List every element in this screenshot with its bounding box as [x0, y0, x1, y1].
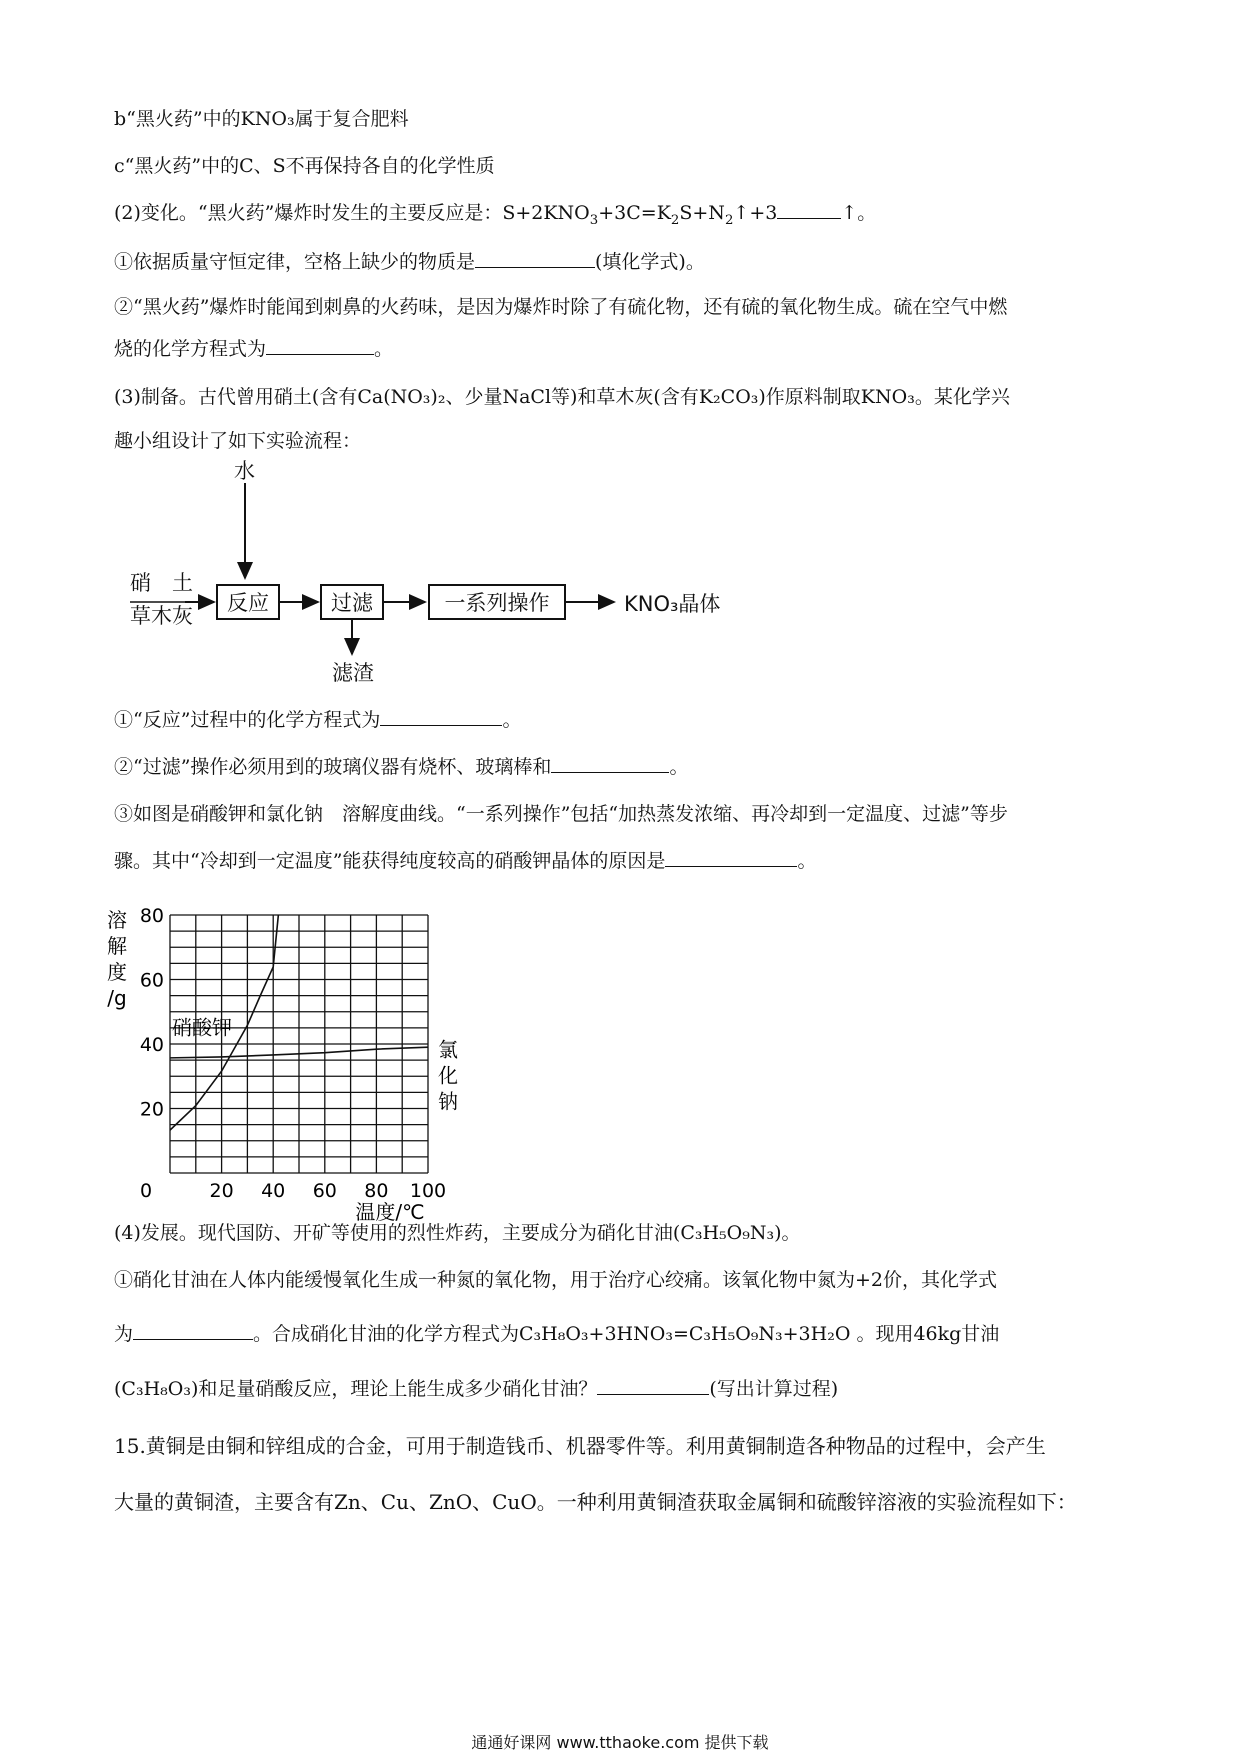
q3-1-text: ①“反应”过程中的化学方程式为 [114, 709, 381, 731]
nacl-series-label: 氯 [438, 1037, 458, 1062]
question-4-1: ①硝化甘油在人体内能缓慢氧化生成一种氮的氧化物，用于治疗心绞痛。该氧化物中氮为+2价，其化学式 [114, 1269, 998, 1291]
question-3-intro: (3)制备。古代曾用硝土(含有Ca(NO₃)₂、少量NaCl等)和草木灰(含有K₂CO₃)作原料制取KNO₃。某化学兴 [114, 386, 1010, 408]
flow-residue: 滤渣 [332, 661, 374, 685]
question-4-intro: (4)发展。现代国防、开矿等使用的烈性炸药，主要成分为硝化甘油(C₃H₅O₉N₃)。 [114, 1222, 801, 1244]
x-tick-label: 80 [364, 1180, 389, 1202]
y-tick-label: 20 [139, 1098, 164, 1121]
answer-blank-glassware[interactable] [551, 771, 669, 773]
y-tick-label: 60 [139, 969, 164, 992]
answer-blank-nitrogen-oxide[interactable] [133, 1338, 253, 1340]
question-3-1 [114, 707, 521, 733]
q4-1-text: 为 [114, 1323, 134, 1345]
y-tick-label: 40 [139, 1034, 164, 1056]
flow-step-reaction-label: 反应 [227, 591, 269, 615]
flow-input-saltpeter: 硝 土 [130, 571, 193, 595]
y-tick-label: 80 [139, 905, 164, 927]
answer-blank-reaction-equation[interactable] [380, 724, 502, 726]
page-footer: 通通好课网 www.tthaoke.com 提供下载 [471, 1733, 769, 1752]
question-3-intro-cont: 趣小组设计了如下实验流程： [114, 430, 362, 452]
solubility-chart [100, 895, 520, 1224]
y-axis-label: 解 [107, 934, 127, 958]
question-4-1-calc [114, 1376, 838, 1402]
x-tick-label: 40 [261, 1180, 286, 1202]
question-3-2 [114, 754, 688, 780]
y-axis-label: 度 [107, 960, 127, 984]
q3-1-tail: 。 [502, 709, 522, 731]
flow-step-filter-label: 过滤 [331, 591, 373, 615]
x-tick-label: 0 [139, 1180, 153, 1202]
flow-product: KNO₃晶体 [624, 592, 721, 616]
x-tick-label: 100 [409, 1180, 447, 1202]
flow-step-reaction [216, 584, 280, 620]
q2-text-e: ↑。 [841, 202, 877, 224]
q4-1-calc-tail: (写出计算过程) [709, 1378, 839, 1400]
q2-2-tail: 。 [374, 338, 394, 360]
nacl-series-label: 钠 [438, 1089, 458, 1114]
flow-step-filter [320, 584, 384, 620]
flow-water-label: 水 [234, 459, 255, 483]
q2-1-tail: (填化学式)。 [595, 251, 705, 273]
q2-2-text: 烧的化学方程式为 [114, 338, 267, 360]
y-axis-label: 溶 [107, 908, 127, 932]
q3-3-tail: 。 [797, 850, 817, 872]
q3-2-text: ②“过滤”操作必须用到的玻璃仪器有烧杯、玻璃棒和 [114, 756, 552, 778]
question-15-intro-cont: 大量的黄铜渣，主要含有Zn、Cu、ZnO、CuO。一种利用黄铜渣获取金属铜和硫酸锌溶液的实验流程如下： [114, 1490, 1077, 1514]
q4-1-calc-text: (C₃H₈O₃)和足量硝酸反应，理论上能生成多少硝化甘油？ [114, 1378, 598, 1400]
answer-blank-reason[interactable] [665, 865, 797, 867]
q2-text-b: +3C=K [598, 202, 671, 224]
q3-2-tail: 。 [669, 756, 689, 778]
x-tick-label: 20 [209, 1180, 234, 1202]
x-tick-label: 60 [312, 1180, 337, 1202]
y-axis-label: /g [107, 986, 127, 1010]
q2-text-c: S+N [679, 202, 725, 224]
q4-1-tail: 。合成硝化甘油的化学方程式为C₃H₈O₃+3HNO₃=C₃H₅O₉N₃+3H₂O 。现用46kg甘油 [253, 1323, 1000, 1345]
flow-step-series [428, 584, 566, 620]
sub-3: 3 [589, 212, 599, 228]
sub-2b: 2 [724, 212, 734, 228]
flow-step-series-label: 一系列操作 [444, 591, 550, 615]
q2-text-d: ↑+3 [733, 202, 778, 224]
answer-blank-calculation[interactable] [597, 1393, 709, 1395]
question-15-intro: 15.黄铜是由铜和锌组成的合金，可用于制造钱币、机器零件等。利用黄铜制造各种物品的过程中，会产生 [114, 1434, 1046, 1458]
kno3-series-label: 硝酸钾 [172, 1015, 232, 1040]
q3-3-text: 骤。其中“冷却到一定温度”能获得纯度较高的硝酸钾晶体的原因是 [114, 850, 666, 872]
x-axis-label: 温度/℃ [355, 1200, 425, 1224]
question-2-2: ②“黑火药”爆炸时能闻到刺鼻的火药味，是因为爆炸时除了有硫化物，还有硫的氧化物生成。硫在空气中燃 [114, 296, 1008, 318]
question-3-3-cont [114, 848, 816, 874]
q2-text-a: (2)变化。“黑火药”爆炸时发生的主要反应是：S+2KNO [114, 202, 590, 224]
sub-2a: 2 [670, 212, 680, 228]
statement-c: c“黑火药”中的C、S不再保持各自的化学性质 [114, 155, 495, 177]
question-4-1-cont [114, 1321, 999, 1347]
q2-1-text: ①依据质量守恒定律，空格上缺少的物质是 [114, 251, 476, 273]
statement-b: b“黑火药”中的KNO₃属于复合肥料 [114, 108, 409, 130]
nacl-series-label: 化 [438, 1063, 458, 1088]
flow-input-ash: 草木灰 [130, 604, 193, 628]
question-3-3: ③如图是硝酸钾和氯化钠 溶解度曲线。“一系列操作”包括“加热蒸发浓缩、再冷却到一定温度、过滤”等步 [114, 803, 1008, 825]
